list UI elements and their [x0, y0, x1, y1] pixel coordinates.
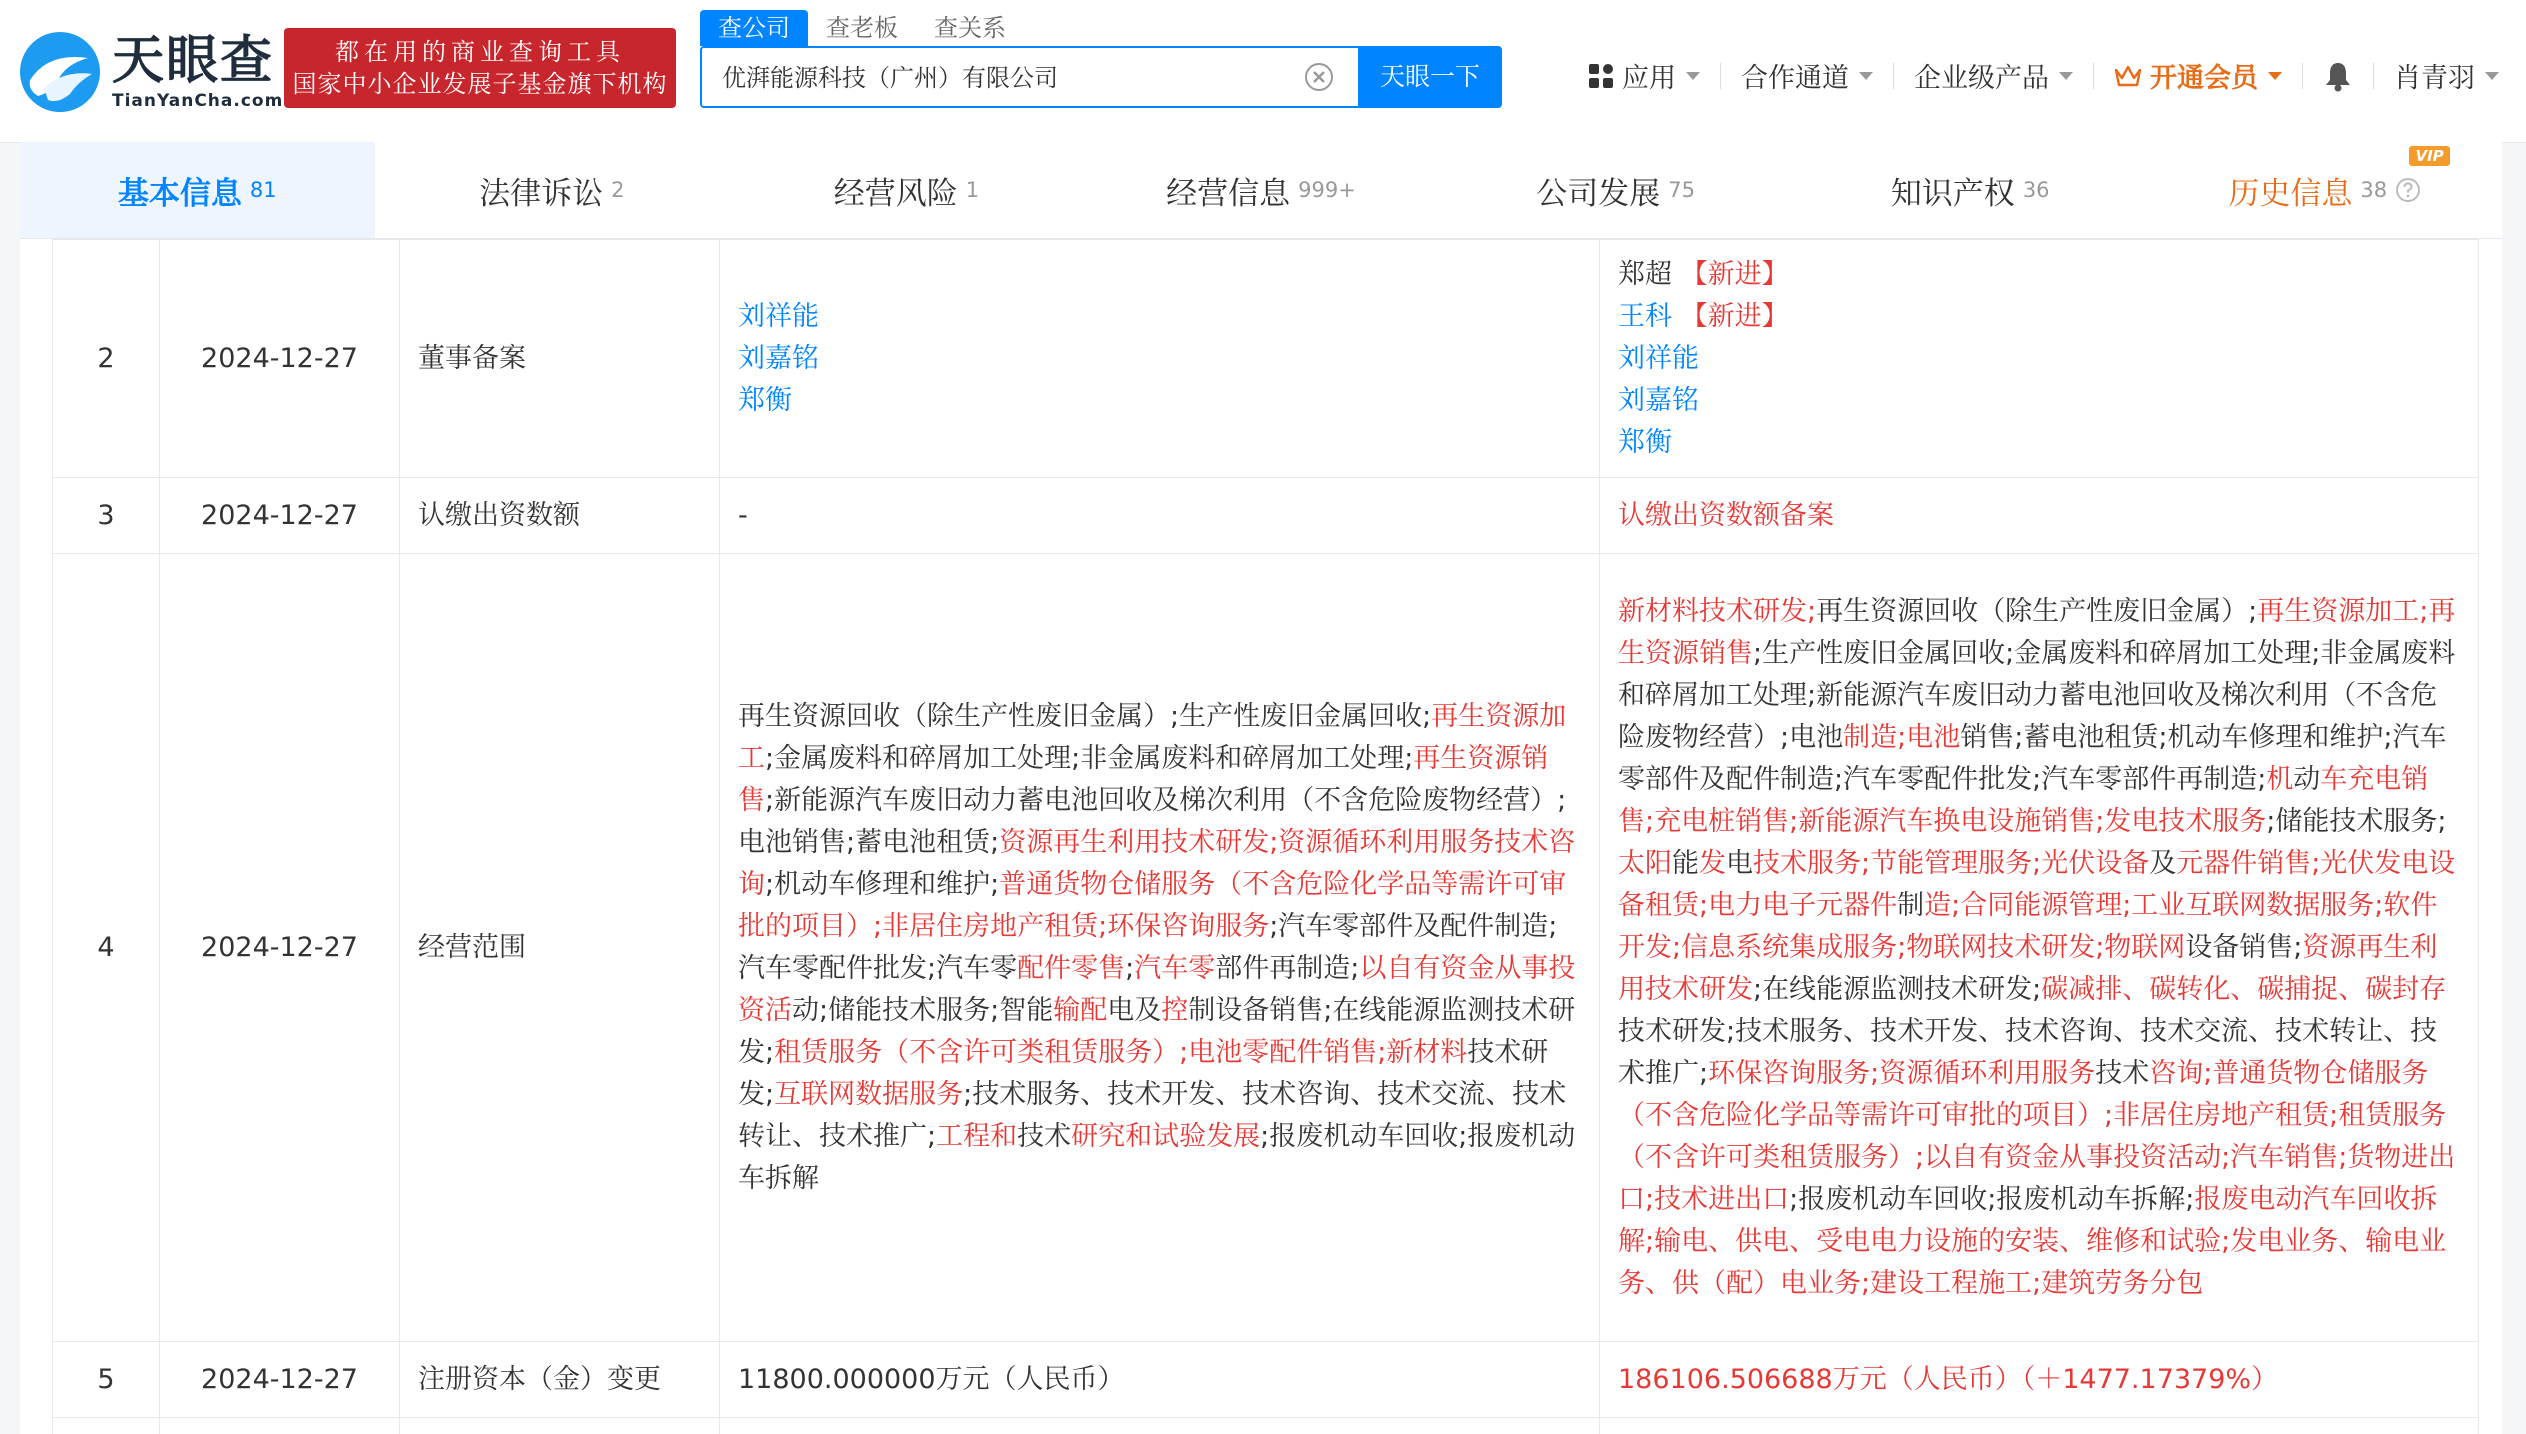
changed-text: 碳减排、碳转化、碳捕捉、碳封存 [2041, 973, 2447, 1005]
unchanged-text: 及 [2149, 847, 2177, 879]
changed-text: 新材料技术研发; [1618, 595, 1817, 627]
search-tab-boss[interactable]: 查老板 [826, 14, 898, 42]
nav-divider [1720, 63, 1721, 89]
tab-count: 2 [611, 178, 625, 202]
tab-count: 1 [965, 178, 980, 202]
nav-apps[interactable] [1588, 56, 1700, 95]
row-before [720, 554, 1600, 1342]
row-date: 2024-12-27 [160, 1342, 400, 1418]
new-tag: 【新进】 [1680, 258, 1789, 290]
tab-legal[interactable] [375, 142, 730, 238]
bell-icon[interactable] [2323, 60, 2353, 92]
chevron-down-icon [1686, 72, 1700, 80]
changed-text: 机 [2266, 763, 2294, 795]
nav-vip[interactable] [2114, 56, 2282, 95]
changed-text: 报废电动汽车回收拆解;输电、供电、受电电力设施的安装、维修和试验;发电业务、输电业务、供（配）电业务;建设工程施工;建筑劳务分包 [1618, 1183, 2447, 1299]
chevron-down-icon [2059, 72, 2073, 80]
row-before: 11800.000000万元（人民币） [720, 1342, 1600, 1418]
row-date [160, 1418, 400, 1434]
top-header [0, 0, 2526, 143]
tab-history[interactable] [2147, 142, 2502, 238]
unchanged-text: 设备销售; [2185, 931, 2303, 963]
row-index: 2 [53, 240, 160, 478]
changed-text: 发 [1699, 847, 1726, 879]
unchanged-text: ;技术服务、技术开发、技术咨询、技术交流、技术转让、技术推广; [738, 1078, 1567, 1152]
person-link[interactable]: 郑衡 [1618, 426, 1672, 458]
table-row [53, 240, 2479, 478]
nav-apps-label: 应用 [1622, 63, 1676, 94]
unchanged-text: 技术 [1017, 1120, 1072, 1152]
nav-divider [1893, 63, 1894, 89]
business-scope-after [1618, 579, 2460, 1317]
changed-text: 普通货物仓储服务（不含危险化学品等需许可审批的项目）;非居住房地产租赁;环保咨询服务 [738, 868, 1567, 942]
changed-text: 汽车零 [1134, 952, 1216, 984]
changed-text: 资源再生利用技术研发;资源循环利用服务技术咨询 [738, 826, 1576, 900]
person-link[interactable]: 刘祥能 [738, 300, 819, 332]
table-row [53, 1342, 2479, 1418]
person-name: 郑超 [1618, 258, 1672, 290]
user-name: 肖青羽 [2394, 63, 2475, 94]
company-tabs [20, 142, 2502, 239]
changed-text: 环保咨询服务;资源循环利用服务 [1708, 1057, 2096, 1089]
unchanged-text: 销售;蓄电池租赁;机动车修理和维护;汽车零部件及配件制造;汽车零配件批发;汽车零部件再制造; [1618, 721, 2447, 795]
row-item [400, 1418, 720, 1434]
search-box [700, 46, 1500, 108]
unchanged-text: 部件再制造; [1215, 952, 1360, 984]
unchanged-text: 技术研发; [738, 1036, 1549, 1110]
row-after: 186106.506688万元（人民币）（＋1477.17379%） [1600, 1342, 2479, 1418]
nav-divider [2373, 63, 2374, 89]
tab-label: 知识产权 [1890, 175, 2015, 212]
person-link[interactable]: 刘嘉铭 [1618, 384, 1699, 416]
row-item: 认缴出资数额 [400, 478, 720, 554]
changed-text: 再生资源加工 [738, 700, 1567, 774]
unchanged-text: ;新能源汽车废旧动力蓄电池回收及梯次利用（不含危险废物经营）;电池销售;蓄电池租赁; [738, 784, 1567, 858]
nav-enterprise-label: 企业级产品 [1914, 63, 2049, 94]
help-icon[interactable] [2395, 177, 2421, 203]
chevron-down-icon [2485, 72, 2499, 80]
unchanged-text: ;金属废料和碎屑加工处理;非金属废料和碎屑加工处理; [765, 742, 1414, 774]
tab-label: 法律诉讼 [479, 175, 604, 212]
nav-partner[interactable] [1741, 56, 1873, 95]
unchanged-text: 制 [1897, 889, 1925, 921]
apps-grid-icon [1588, 63, 1614, 89]
search-tab-relation[interactable]: 查关系 [934, 14, 1006, 42]
row-date: 2024-12-27 [160, 240, 400, 478]
new-tag: 【新进】 [1680, 300, 1789, 332]
tab-label: 经营风险 [833, 175, 958, 212]
tab-operation[interactable] [1084, 142, 1439, 238]
changed-text: 互联网数据服务 [774, 1078, 964, 1110]
unchanged-text: 电 [1726, 847, 1753, 879]
business-scope-before [738, 684, 1581, 1212]
unchanged-text: ;报废机动车回收;报废机动车拆解 [738, 1120, 1576, 1194]
nav-divider [2302, 63, 2303, 89]
changed-text: 太阳 [1618, 847, 1672, 879]
logo-text: 天眼查 [112, 31, 275, 91]
tab-basic-info[interactable] [20, 142, 375, 238]
row-after: 认缴出资数额备案 [1600, 478, 2479, 554]
unchanged-text: 电及 [1107, 994, 1162, 1026]
crown-icon [2114, 64, 2142, 88]
unchanged-text: 能 [1672, 847, 1699, 879]
row-after [1600, 1418, 2479, 1434]
row-index: 4 [53, 554, 160, 1342]
changed-text: 技术服务;节能管理服务;光伏设备 [1753, 847, 2150, 879]
unchanged-text: ; [1125, 952, 1135, 984]
person-link[interactable]: 王科 [1618, 300, 1672, 332]
tab-count: 38 [2360, 178, 2388, 202]
changed-text: 再生资源销售 [738, 742, 1549, 816]
nav-divider [2093, 63, 2094, 89]
top-nav [1588, 56, 2499, 95]
changed-text: 资源再生利用技术研发 [1618, 931, 2438, 1005]
search-tab-company[interactable]: 查公司 [700, 10, 808, 46]
table-row [53, 554, 2479, 1342]
unchanged-text: ;机动车修理和维护; [765, 868, 1000, 900]
logo[interactable] [18, 30, 283, 114]
slogan-banner [284, 28, 676, 108]
changed-text: 再生资源加工;再生资源销售 [1618, 595, 2456, 669]
nav-partner-label: 合作通道 [1741, 63, 1849, 94]
changed-text: 制造;电池 [1843, 721, 1961, 753]
tab-label: 历史信息 [2228, 175, 2353, 212]
unchanged-text: 再生资源回收（除生产性废旧金属）; [1816, 595, 2258, 627]
tab-development[interactable] [1438, 142, 1793, 238]
unchanged-text: ;生产性废旧金属回收;金属废料和碎屑加工处理;非金属废料和碎屑加工处理;新能源汽车废旧动力蓄电池回收及梯次利用（不含危险废物经营）;电池 [1618, 637, 2456, 753]
tab-risk[interactable] [729, 142, 1084, 238]
unchanged-text: 动;储能技术服务;智能 [792, 994, 1054, 1026]
changed-text: 研究和试验发展 [1071, 1120, 1261, 1152]
changed-text: 车充电销售;充电桩销售;新能源汽车换电设施销售;发电技术服务 [1618, 763, 2429, 837]
slogan-line-1: 都在用的商业查询工具 [335, 38, 625, 66]
row-index: 5 [53, 1342, 160, 1418]
nav-enterprise[interactable] [1914, 56, 2073, 95]
changed-text: 输配 [1053, 994, 1108, 1026]
tab-label: 经营信息 [1166, 175, 1291, 212]
changed-text: 元器件销售;光伏发电设备租赁;电力电子元器件 [1618, 847, 2456, 921]
slogan-line-2: 国家中小企业发展子基金旗下机构 [292, 70, 668, 98]
row-before: - [720, 478, 1600, 554]
changed-text: 以自有资金从事投资活 [738, 952, 1576, 1026]
row-index: 3 [53, 478, 160, 554]
unchanged-text: 制设备销售;在线能源监测技术研发; [738, 994, 1576, 1068]
table-row [53, 1418, 2479, 1434]
table-row [53, 478, 2479, 554]
tab-ip[interactable] [1793, 142, 2148, 238]
tab-label: 公司发展 [1536, 175, 1661, 212]
logo-domain: TianYanCha.com [112, 91, 284, 111]
unchanged-text: 再生资源回收（除生产性废旧金属）;生产性废旧金属回收; [738, 700, 1432, 732]
row-item: 董事备案 [400, 240, 720, 478]
unchanged-text: 技术研发;技术服务、技术开发、技术咨询、技术交流、技术转让、技术推广; [1618, 1015, 2438, 1089]
changed-text: 咨询;普通货物仓储服务（不含危险化学品等需许可审批的项目）;非居住房地产租赁;租赁服务（不含许可类租赁服务）;以自有资金从事投资活动;汽车销售;货物进出口;技术进出口 [1618, 1057, 2456, 1215]
row-after [1600, 554, 2479, 1342]
tab-count: 999+ [1298, 178, 1356, 202]
row-before [720, 1418, 1600, 1434]
changed-text: 租赁服务（不含许可类租赁服务）;电池零配件销售;新材料 [774, 1036, 1468, 1068]
search-input[interactable] [720, 48, 1284, 108]
person-link[interactable]: 刘祥能 [1618, 342, 1699, 374]
unchanged-text: ;报废机动车回收;报废机动车拆解; [1789, 1183, 2195, 1215]
nav-vip-label: 开通会员 [2150, 63, 2258, 94]
row-index [53, 1418, 160, 1434]
row-date: 2024-12-27 [160, 478, 400, 554]
person-entry [1618, 296, 2460, 338]
search-type-tabs [700, 10, 1024, 46]
nav-user[interactable] [2394, 56, 2499, 95]
tab-count: 75 [1668, 178, 1695, 202]
unchanged-text: ;储能技术服务; [2266, 805, 2447, 837]
tab-count: 81 [249, 178, 277, 202]
unchanged-text: 技术 [2095, 1057, 2150, 1089]
row-item: 经营范围 [400, 554, 720, 1342]
row-after [1600, 240, 2479, 478]
changed-text: 造;合同能源管理;工业互联网数据服务;软件开发;信息系统集成服务;物联网技术研发;物联网 [1618, 889, 2438, 963]
unchanged-text: 动 [2293, 763, 2321, 795]
row-item: 注册资本（金）变更 [400, 1342, 720, 1418]
clear-icon[interactable] [1304, 62, 1334, 92]
chevron-down-icon [2268, 72, 2282, 80]
logo-mark-icon [18, 30, 102, 114]
chevron-down-icon [1859, 72, 1873, 80]
tab-count: 36 [2022, 178, 2050, 202]
person-link[interactable]: 刘嘉铭 [738, 342, 819, 374]
row-date: 2024-12-27 [160, 554, 400, 1342]
person-entry [1618, 254, 2460, 296]
changed-text: 工程和 [936, 1120, 1018, 1152]
person-link[interactable]: 郑衡 [738, 384, 792, 416]
change-records-table [52, 239, 2479, 1434]
vip-badge: VIP [2409, 146, 2449, 166]
unchanged-text: ;汽车零部件及配件制造;汽车零配件批发;汽车零 [738, 910, 1558, 984]
unchanged-text: ;在线能源监测技术研发; [1753, 973, 2042, 1005]
changed-text: 控 [1161, 994, 1189, 1026]
tab-label: 基本信息 [117, 175, 242, 212]
change-records-panel [20, 239, 2502, 1434]
search-button[interactable]: 天眼一下 [1358, 46, 1502, 108]
row-before [720, 240, 1600, 478]
changed-text: 配件零售 [1017, 952, 1126, 984]
